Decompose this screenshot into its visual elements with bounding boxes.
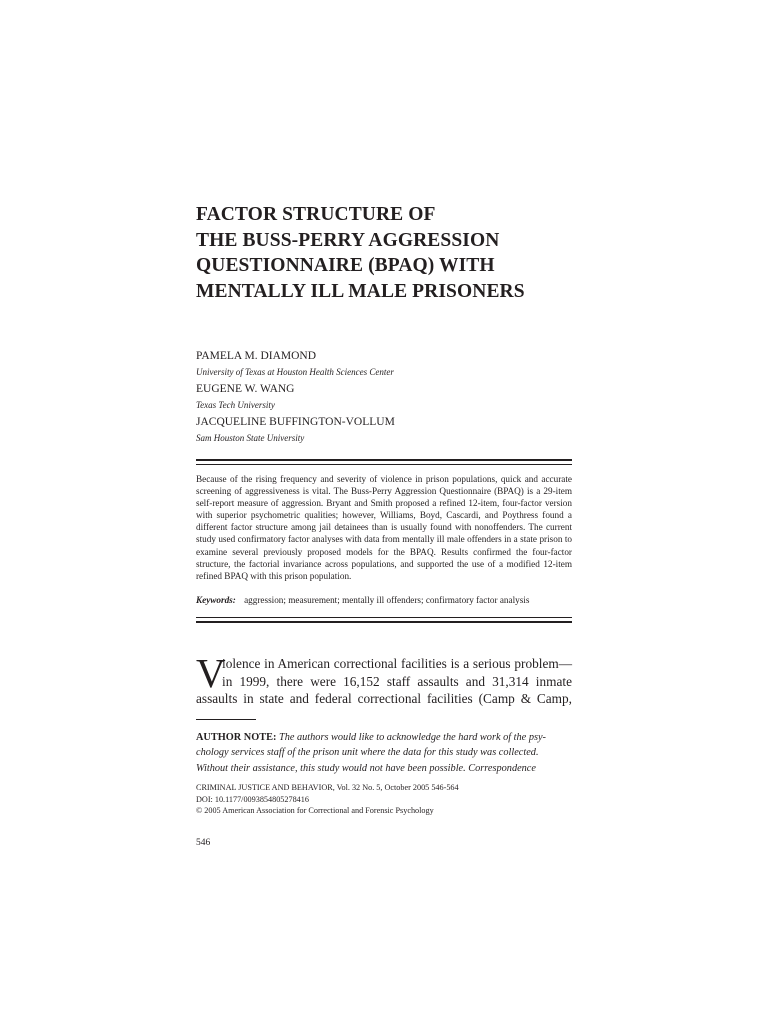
title-line: FACTOR STRUCTURE OF [196,204,436,225]
abstract-bottom-rule-inner [196,617,572,618]
author-affiliation: Sam Houston State University [196,433,305,443]
page-number: 546 [196,838,211,848]
journal-citation: CRIMINAL JUSTICE AND BEHAVIOR, Vol. 32 No. 5, October 2005 546-564 [196,783,459,792]
journal-doi: DOI: 10.1177/0093854805278416 [196,794,309,804]
author-name: PAMELA M. DIAMOND [196,350,317,362]
title-line: MENTALLY ILL MALE PRISONERS [196,280,525,302]
article-page [196,0,572,1024]
keywords-label: Keywords: [196,595,236,605]
abstract-top-rule-inner [196,464,572,465]
body-paragraph [196,650,572,708]
author-note-label: AUTHOR NOTE: [196,732,277,743]
author-name: JACQUELINE BUFFINGTON-VOLLUM [196,416,395,428]
abstract-bottom-rule [196,621,572,623]
author-list [196,349,572,448]
title-line: QUESTIONNAIRE (BPAQ) WITH [196,255,495,276]
footnote-rule [196,719,256,720]
body-line: iolence in American correctional facilities is a serious problem— [222,656,572,671]
keywords-list: aggression; measurement; mentally ill offenders; confirmatory factor analysis [244,595,530,605]
author-note-line: The authors would like to acknowledge the hard work of the psy- [278,732,546,743]
author-affiliation: Texas Tech University [196,400,275,410]
abstract-top-rule [196,459,572,461]
body-line: assaults in state and federal correctional facilities (Camp & Camp, [196,691,572,706]
article-title [196,202,572,304]
body-line: in 1999, there were 16,152 staff assaults and 31,314 inmate [222,673,572,689]
abstract-text: Because of the rising frequency and severity of violence in prison populations, quick and accurate screening of aggressiveness is vital. The Buss-Perry Aggression Questionnaire (BPAQ) is a 29-item self-report measure of aggression. Bryant and Smith proposed a refined 12-item, four-factor version with superior psychometric qualities; however, Williams, Boyd, Cascardi, and Poythress found a different factor structure among jail detainees than is usually found with nonoffenders. The current study used confirmatory factor analyses with data from mentally ill male offenders in a state prison to examine several previously proposed models for the BPAQ. Results confirmed the four-factor structure, the factorial invariance across populations, and supported the use of a modified 12-item refined BPAQ with this prison population. [196,474,572,581]
author-name: EUGENE W. WANG [196,383,295,395]
keywords-line [196,594,572,606]
drop-cap: V [196,650,226,696]
title-line: THE BUSS-PERRY AGGRESSION [196,229,500,251]
author-affiliation: University of Texas at Houston Health Sciences Center [196,367,394,377]
author-note-line: chology services staff of the prison unit where the data for this study was collected. [196,747,539,759]
journal-info [196,782,572,817]
author-note [196,730,572,776]
journal-copyright: © 2005 American Association for Correctional and Forensic Psychology [196,806,434,815]
author-note-line: Without their assistance, this study would not have been possible. Correspondence [196,762,536,774]
